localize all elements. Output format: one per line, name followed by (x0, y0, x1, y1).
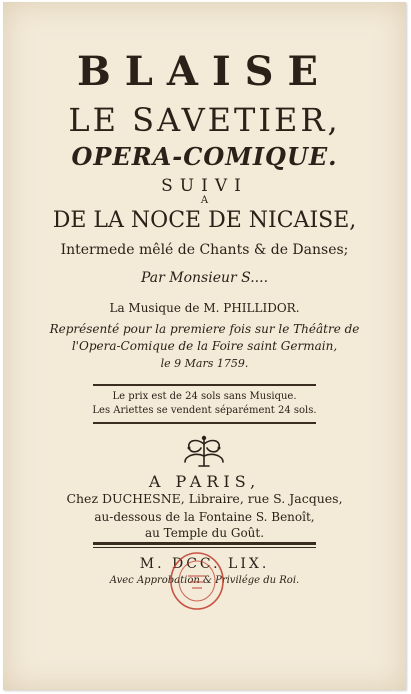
performance-date: le 9 Mars 1759. (160, 357, 249, 370)
privilege-line: Avec Approbation & Privilége du Roi. (109, 575, 300, 586)
a-line: A (200, 195, 209, 206)
imprint-address-1: au-dessous de la Fontaine S. Benoît, (94, 510, 315, 524)
performance-line-1: Représenté pour la premiere fois sur le Théâtre de (49, 322, 360, 336)
genre-line: OPERA-COMIQUE. (71, 142, 338, 171)
divider-bottom (93, 422, 316, 424)
divider-top (93, 384, 316, 386)
performance-line-2: l'Opera-Comique de la Foire saint Germain, (71, 339, 338, 353)
imprint-year: M. DCC. LIX. (139, 556, 270, 572)
intermede-line: Intermede mêlé de Chants & de Danses; (60, 242, 349, 258)
subtitle-line: DE LA NOCE DE NICAISE, (52, 208, 357, 233)
author-line: Par Monsieur S.... (140, 270, 269, 286)
library-stamp-icon (168, 550, 226, 612)
price-line-1: Le prix est de 24 sols sans Musique. (112, 391, 297, 402)
ornamental-band (93, 542, 316, 545)
suivi-line: SUIVI (161, 176, 248, 196)
imprint-city: A PARIS, (148, 472, 261, 491)
imprint-address-2: au Temple du Goût. (144, 526, 265, 540)
imprint-publisher: Chez DUCHESNE, Libraire, rue S. Jacques, (66, 491, 343, 506)
ornamental-band-thin (93, 547, 316, 548)
music-line: La Musique de M. PHILLIDOR. (109, 301, 300, 315)
price-line-2: Les Ariettes se vendent séparément 24 sols. (92, 405, 317, 416)
title-page (3, 2, 406, 690)
fleuron-icon (179, 434, 229, 470)
title-line-1: BLAISE (76, 48, 333, 95)
title-line-2: LE SAVETIER, (68, 101, 341, 139)
